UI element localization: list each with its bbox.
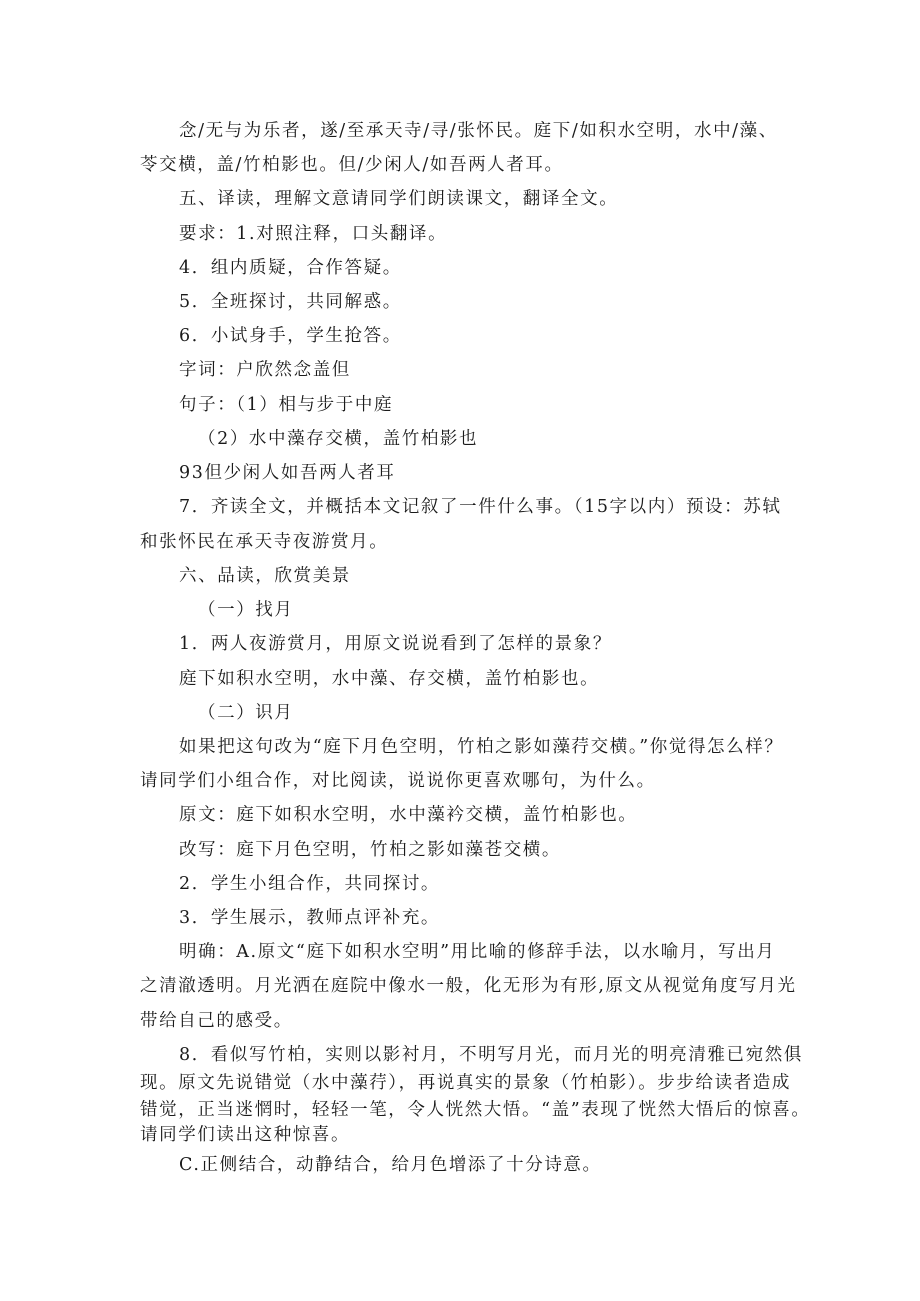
text-line: 之清澈透明。月光洒在庭院中像水一般，化无形为有形,原文从视觉角度写月光 [140, 976, 797, 996]
text-line: 改写：庭下月色空明，竹柏之影如藻苍交横。 [179, 840, 561, 860]
text-line: 句子：（1）相与步于中庭 [179, 395, 394, 415]
list-item: 1．两人夜游赏月，用原文说说看到了怎样的景象？ [179, 634, 612, 654]
section-heading: 五、译读，理解文意请同学们朗读课文，翻译全文。 [179, 189, 619, 209]
text-line: 苓交横，盖/竹柏影也。但/少闲人/如吾两人者耳。 [140, 155, 564, 175]
list-item: 8．看似写竹柏，实则以影衬月，不明写月光，而月光的明亮清雅已宛然俱 [179, 1045, 803, 1065]
text-line: 请同学们小组合作，对比阅读，说说你更喜欢哪句，为什么。 [140, 771, 656, 791]
text-line: 原文：庭下如积水空明，水中藻衿交横，盖竹柏影也。 [179, 805, 638, 825]
text-line: 明确：A.原文“庭下如积水空明”用比喻的修辞手法，以水喻月，写出月 [179, 942, 776, 962]
text-line: 字词：户欣然念盖但 [179, 360, 351, 380]
text-line: 念/无与为乐者，遂/至承天寺/寻/张怀民。庭下/如积水空明，水中/藻、 [179, 121, 778, 141]
text-line: 错觉，正当迷惘时，轻轻一笔，令人恍然大悟。“盖”表现了恍然大悟后的惊喜。 [140, 1100, 811, 1120]
section-heading: 六、品读，欣赏美景 [179, 566, 351, 586]
list-item: 4．组内质疑，合作答疑。 [179, 258, 402, 278]
subsection-heading: （二）识月 [198, 703, 294, 723]
text-line: 带给自己的感受。 [140, 1011, 293, 1031]
text-line: 如果把这句改为“庭下月色空明，竹柏之影如藻荇交横。”你觉得怎么样？ [179, 737, 784, 757]
text-line: 现。原文先说错觉（水中藻荇），再说真实的景象（竹柏影）。步步给读者造成 [140, 1073, 791, 1093]
text-line: 93但少闲人如吾两人者耳 [179, 463, 396, 483]
list-item: 3．学生展示，教师点评补充。 [179, 908, 441, 928]
text-line: 要求：1.对照注释，口头翻译。 [179, 224, 448, 244]
text-line: C.正侧结合，动静结合，给月色增添了十分诗意。 [179, 1155, 602, 1175]
text-line: 和张怀民在承天寺夜游赏月。 [140, 532, 389, 552]
list-item: 5．全班探讨，共同解惑。 [179, 292, 402, 312]
text-line: 庭下如积水空明，水中藻、存交横，盖竹柏影也。 [179, 669, 600, 689]
list-item: 2．学生小组合作，共同探讨。 [179, 874, 441, 894]
list-item: 6．小试身手，学生抢答。 [179, 326, 402, 346]
subsection-heading: （一）找月 [198, 600, 294, 620]
text-line: 请同学们读出这种惊喜。 [140, 1125, 351, 1145]
text-line: （2）水中藻存交横，盖竹柏影也 [198, 429, 479, 449]
list-item: 7．齐读全文，并概括本文记叙了一件什么事。（15字以内）预设：苏轼 [179, 497, 782, 517]
